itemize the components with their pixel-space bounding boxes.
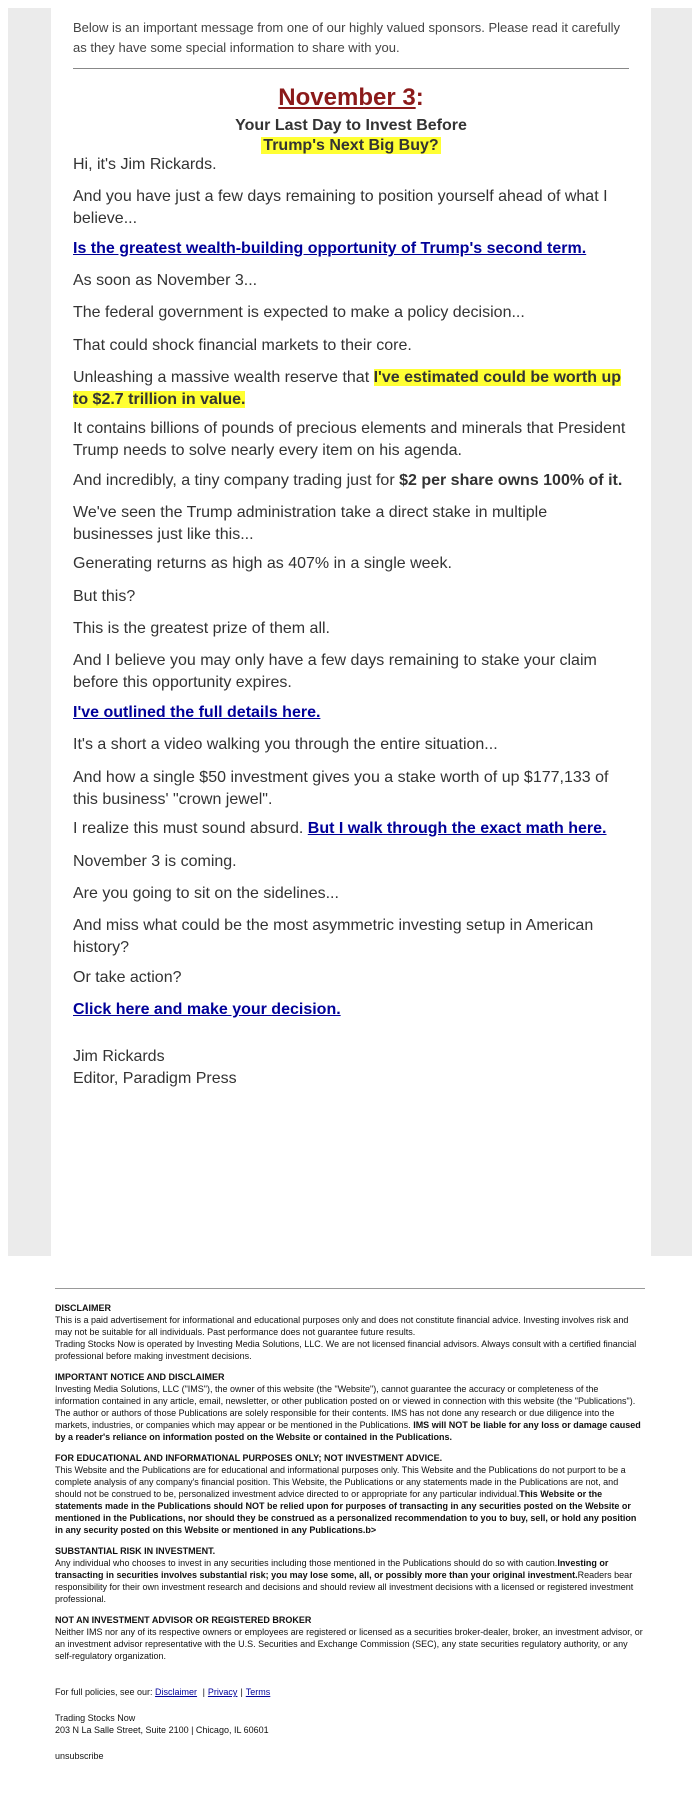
opportunity-link[interactable]: Is the greatest wealth-building opportunity of Trump's second term.	[73, 240, 587, 257]
divider	[73, 68, 629, 69]
paragraph-text: I realize this must sound absurd.	[73, 820, 308, 837]
footer	[55, 1302, 645, 1762]
paragraph: This is the greatest prize of them all.	[73, 620, 330, 637]
paragraph: Or take action?	[73, 969, 182, 986]
footer-bold-text: This Website or the statements made in the Publications should NOT be relied upon for purposes of transacting in any securities posted on the Website or mentioned in the Publications, nor should they be construed as a personalized recommendation to you to buy, sell, or hold any position in any security posted on this Website or mentioned in any Publications.b>	[55, 1489, 637, 1535]
footer-policies	[55, 1686, 645, 1698]
math-link[interactable]: But I walk through the exact math here.	[307, 820, 607, 837]
paragraph: The federal government is expected to make a policy decision...	[73, 304, 525, 321]
footer-bold-text: IMS will NOT be liable for any loss or damage caused by a reader's reliance on information posted on the Website or contained in the Publications.	[55, 1420, 641, 1442]
headline-date-text: November 3	[278, 84, 416, 111]
footer-disclaimer	[55, 1302, 645, 1362]
paragraph: November 3 is coming.	[73, 853, 237, 870]
paragraph: Generating returns as high as 407% in a single week.	[73, 555, 452, 572]
paragraph: And how a single $50 investment gives you a stake worth of up $177,133 of this business' "crown jewel".	[73, 769, 609, 808]
footer-text-block	[55, 1464, 645, 1536]
footer-section-title: SUBSTANTIAL RISK IN INVESTMENT.	[55, 1546, 216, 1556]
paragraph-text: And incredibly, a tiny company trading just for	[73, 472, 400, 489]
paragraph: Are you going to sit on the sidelines...	[73, 885, 339, 902]
footer-text: Any individual who chooses to invest in any securities including those mentioned in the Publications should do so with caution.	[55, 1558, 558, 1568]
paragraph-text: Unleashing a massive wealth reserve that	[73, 369, 374, 386]
footer-divider	[55, 1288, 645, 1289]
footer-educational	[55, 1452, 645, 1536]
paragraph	[73, 818, 629, 840]
paragraph	[73, 470, 629, 492]
footer-advisor	[55, 1614, 645, 1662]
footer-text-block	[55, 1557, 645, 1605]
footer-text: Neither IMS nor any of its respective owners or employees are registered or licensed as a securities broker-dealer, broker, an investment advisor, or an investment advisor representative with the U.S. Securities and Exchange Commission (SEC), any state securities regulatory authority, or any self-regulatory organization.	[55, 1627, 643, 1661]
footer-section-title: DISCLAIMER	[55, 1303, 111, 1313]
headline-date	[51, 84, 651, 112]
unsubscribe-link[interactable]: unsubscribe	[55, 1751, 104, 1761]
footer-section-title: IMPORTANT NOTICE AND DISCLAIMER	[55, 1372, 225, 1382]
headline-colon: :	[415, 84, 424, 111]
footer-risk	[55, 1545, 645, 1605]
decision-link[interactable]: Click here and make your decision.	[73, 1001, 341, 1018]
footer-section-title: FOR EDUCATIONAL AND INFORMATIONAL PURPOSES ONLY; NOT INVESTMENT ADVICE.	[55, 1453, 443, 1463]
paragraph: We've seen the Trump administration take a direct stake in multiple businesses just like this...	[73, 504, 548, 543]
paragraph-link	[73, 238, 629, 260]
paragraph: That could shock financial markets to their core.	[73, 337, 412, 354]
separator: |	[202, 1687, 205, 1697]
signature-title: Editor, Paradigm Press	[73, 1070, 237, 1087]
footer-text: Investing Media Solutions, LLC ("IMS"), the owner of this website (the "Website"), cannot guarantee the accuracy or completeness of the information contained in any article, email, newsletter, or other publication posted on or viewed in connection with this website (the "Publications"). The author or authors of those Publications are solely responsible for their contents. IMS has not done any research or due diligence into the markets, industries, or companies which may appear or be mentioned in the Publications.	[55, 1384, 636, 1430]
paragraph-link	[73, 999, 629, 1021]
highlighted-text: I've estimated could be worth up to $2.7 trillion in value.	[73, 369, 621, 408]
paragraph: It contains billions of pounds of precious elements and minerals that President Trump needs to solve nearly every item on his agenda.	[73, 420, 626, 459]
email-card	[51, 8, 651, 1260]
footer-text-block	[55, 1383, 645, 1443]
headline-highlight: Trump's Next Big Buy?	[263, 137, 439, 154]
signature	[73, 1046, 629, 1090]
terms-link[interactable]: Terms	[245, 1687, 271, 1697]
bold-text: $2 per share owns 100% of it.	[399, 472, 623, 489]
disclaimer-link[interactable]: Disclaimer	[155, 1687, 198, 1697]
footer-text: This is a paid advertisement for informational and educational purposes only and does not constitute financial advice. Investing involves risk and may not be suitable for all individuals. Past performance does not guarantee future results.	[55, 1315, 629, 1337]
company-address: 203 N La Salle Street, Suite 2100 | Chicago, IL 60601	[55, 1725, 269, 1735]
paragraph: And miss what could be the most asymmetric investing setup in American history?	[73, 917, 594, 956]
paragraph: And you have just a few days remaining to position yourself ahead of what I believe...	[73, 188, 608, 227]
footer-section-title: NOT AN INVESTMENT ADVISOR OR REGISTERED BROKER	[55, 1615, 312, 1625]
paragraph	[73, 367, 629, 411]
signature-name: Jim Rickards	[73, 1048, 165, 1065]
sponsor-intro: Below is an important message from one of our highly valued sponsors. Please read it carefully as they have some special information to share with you.	[73, 20, 621, 55]
policies-label: For full policies, see our:	[55, 1687, 156, 1697]
footer-text: Readers bear responsibility for their own investment research and decisions and should review all investment decisions with a licensed or registered investment professional.	[55, 1570, 634, 1604]
company-name: Trading Stocks Now	[55, 1713, 136, 1723]
paragraph: And I believe you may only have a few days remaining to stake your claim before this opportunity expires.	[73, 652, 597, 691]
separator: |	[240, 1687, 243, 1697]
email-outer-background	[8, 8, 692, 1256]
paragraph: But this?	[73, 588, 136, 605]
paragraph-link	[73, 702, 629, 724]
greeting: Hi, it's Jim Rickards.	[73, 156, 217, 173]
paragraph: As soon as November 3...	[73, 272, 258, 289]
footer-bold-text: Investing or transacting in securities involves substantial risk; you may lose some, all, or possibly more than your original investment.	[55, 1558, 609, 1580]
footer-text: Trading Stocks Now is operated by Investing Media Solutions, LLC. We are not licensed financial advisors. Always consult with a certified financial professional before making investment decisions.	[55, 1339, 637, 1361]
details-link[interactable]: I've outlined the full details here.	[73, 704, 321, 721]
privacy-link[interactable]: Privacy	[207, 1687, 238, 1697]
headline-highlight-wrap	[51, 136, 651, 156]
footer-notice	[55, 1371, 645, 1443]
headline-subtitle: Your Last Day to Invest Before	[235, 117, 467, 134]
footer-address	[55, 1712, 645, 1736]
footer-text: This Website and the Publications are for educational and informational purposes only. This Website and the Publications do not purport to be a complete analysis of any company's financial position. This Website, the Publications or any statements made in the Publications are not, and should not be construed to be, personalized investment advice directed to or appropriate for any particular individual.	[55, 1465, 626, 1499]
paragraph: It's a short a video walking you through the entire situation...	[73, 736, 498, 753]
